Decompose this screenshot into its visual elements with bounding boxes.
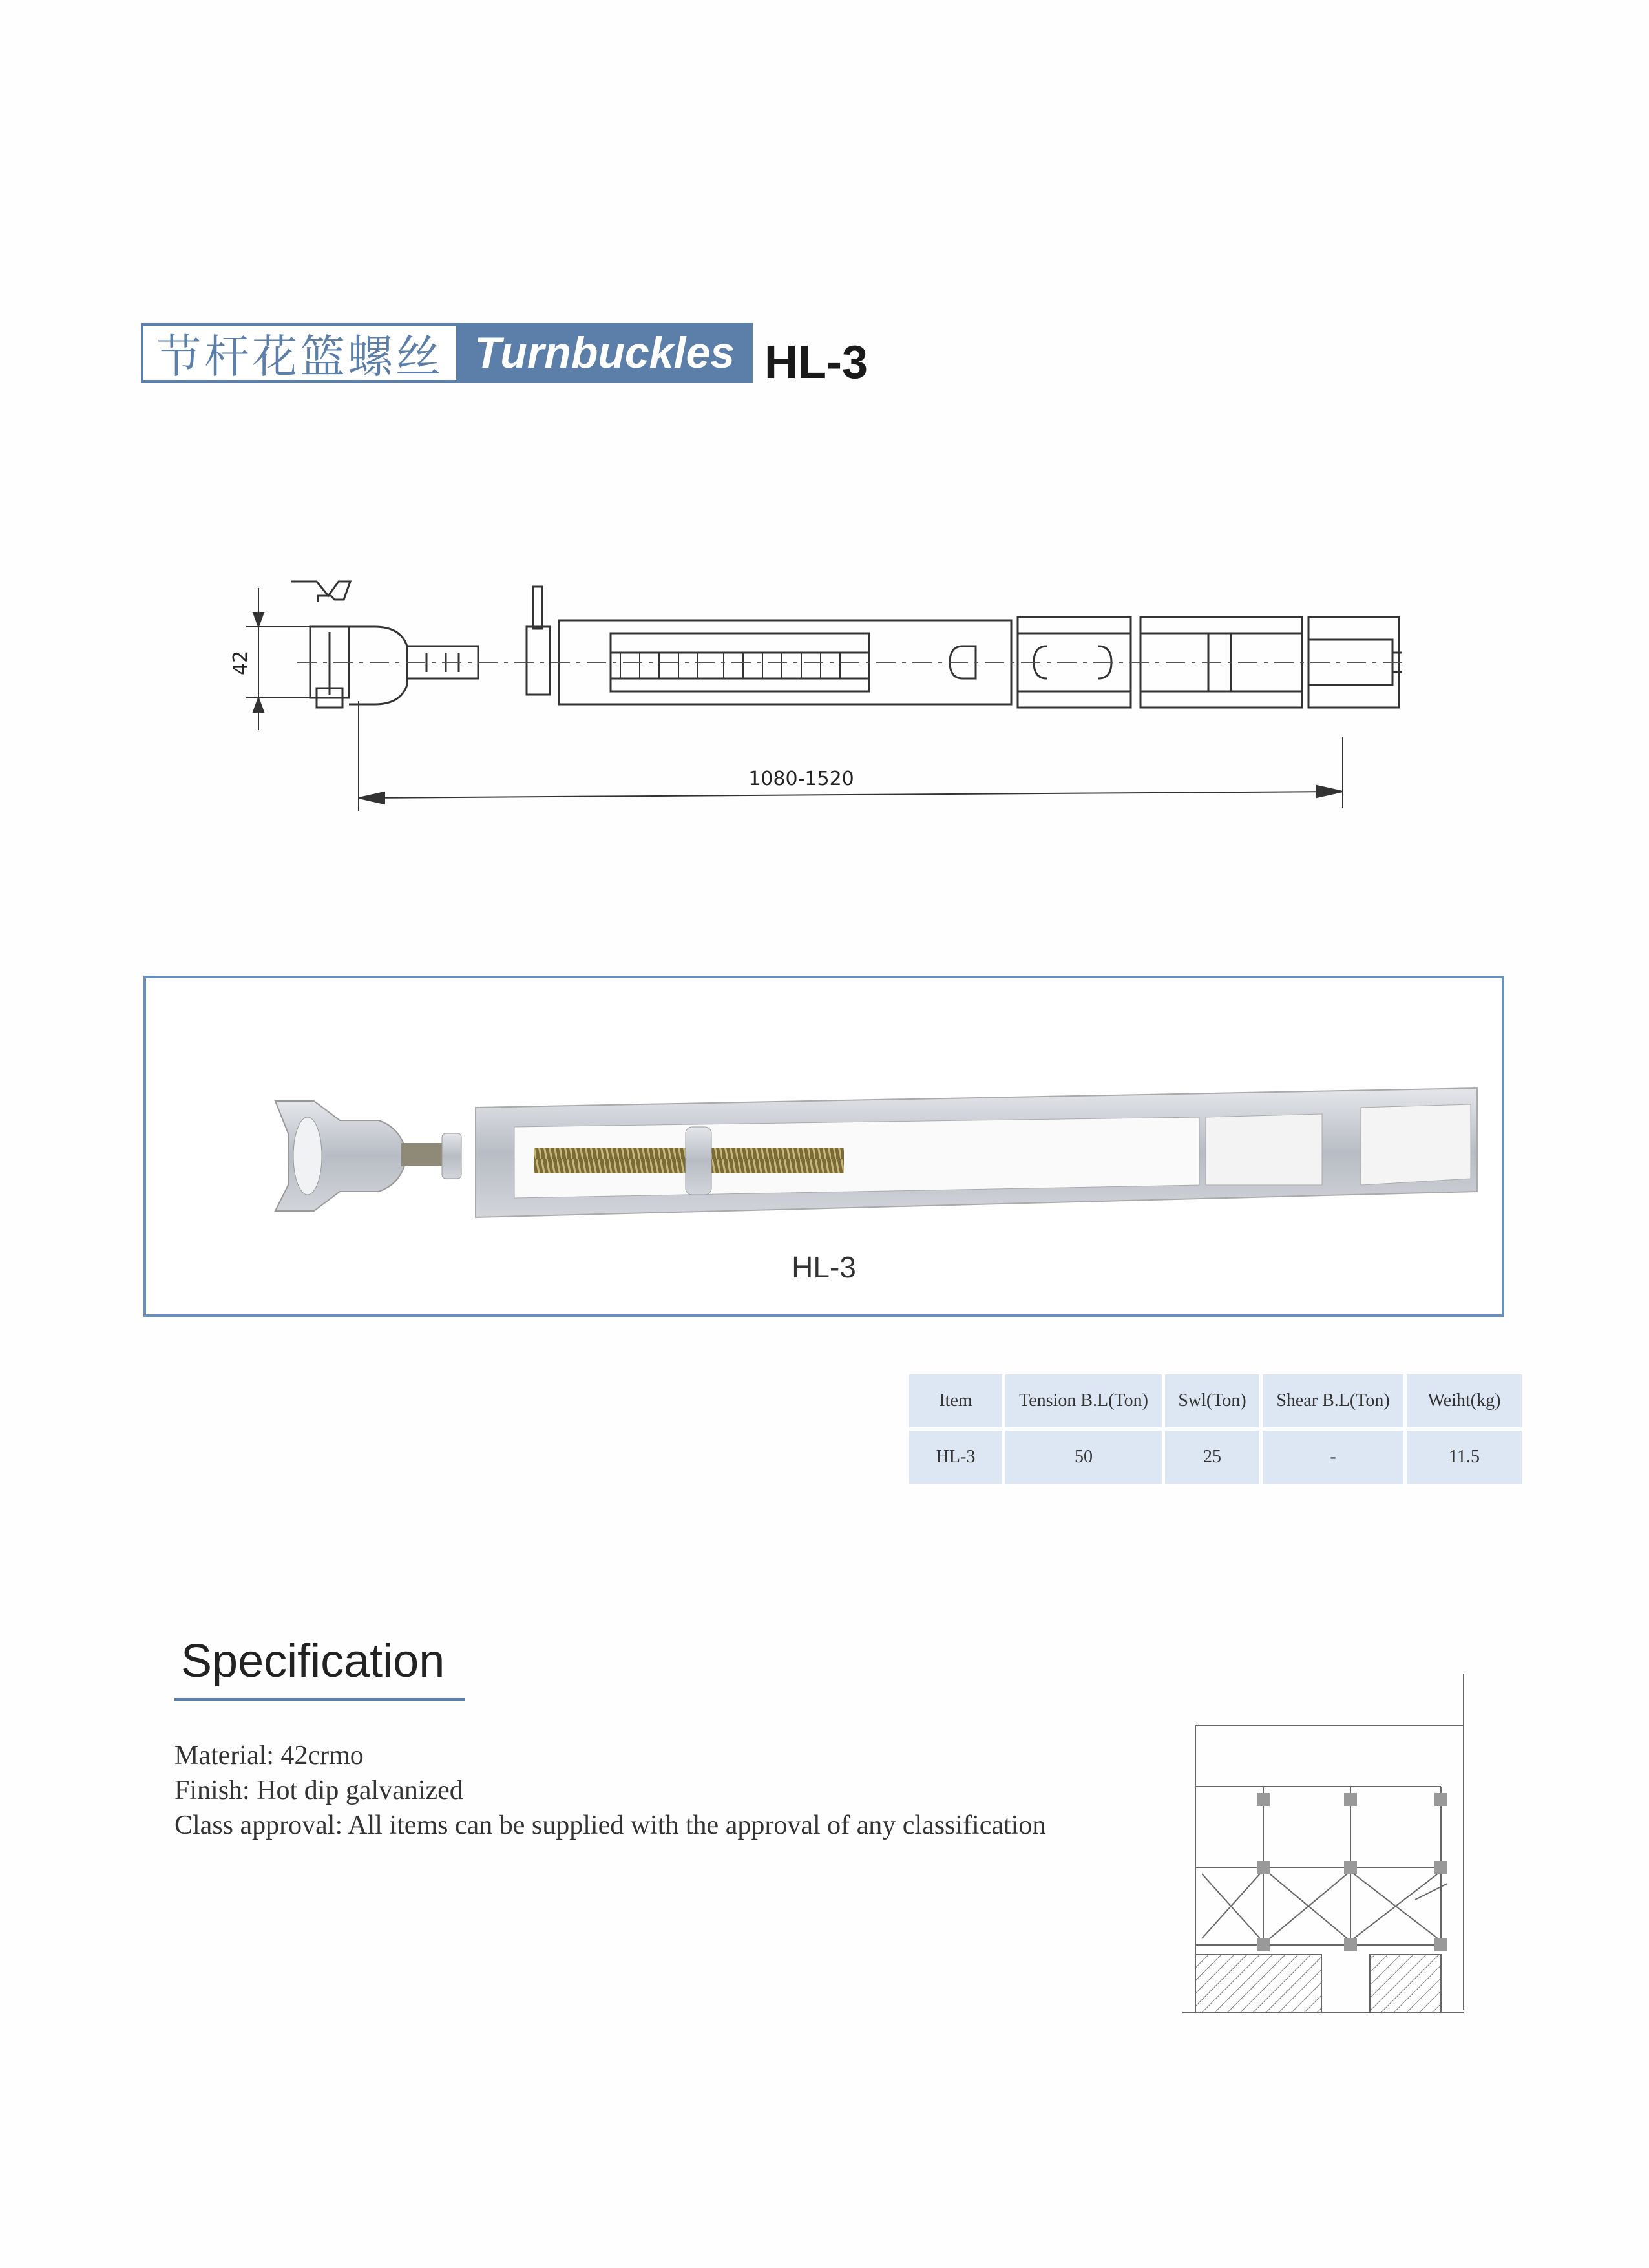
specification-title: Specification bbox=[181, 1635, 445, 1687]
title-chinese: 节杆花篮螺丝 bbox=[141, 323, 456, 383]
spec-table bbox=[906, 1371, 1525, 1487]
table-cell: 50 bbox=[1005, 1431, 1162, 1484]
table-cell: - bbox=[1263, 1431, 1403, 1484]
specification-list bbox=[174, 1738, 1045, 1843]
technical-drawing bbox=[229, 562, 1415, 821]
specification-underline bbox=[174, 1698, 465, 1701]
turnbuckle-photo-illustration bbox=[262, 1082, 1490, 1230]
table-cell: HL-3 bbox=[909, 1431, 1002, 1484]
table-cell: 11.5 bbox=[1407, 1431, 1522, 1484]
table-header-row bbox=[909, 1374, 1522, 1427]
height-dimension: 42 bbox=[229, 650, 252, 675]
model-number: HL-3 bbox=[764, 337, 868, 388]
spec-finish: Finish: Hot dip galvanized bbox=[174, 1776, 463, 1805]
section-header bbox=[141, 323, 753, 383]
table-header-cell: Tension B.L(Ton) bbox=[1005, 1374, 1162, 1427]
table-header-cell: Swl(Ton) bbox=[1165, 1374, 1259, 1427]
title-english: Turnbuckles bbox=[456, 323, 753, 383]
photo-caption: HL-3 bbox=[792, 1250, 856, 1284]
table-cell: 25 bbox=[1165, 1431, 1259, 1484]
spec-class-approval: Class approval: All items can be supplied with the approval of any classification bbox=[174, 1811, 1046, 1840]
table-row bbox=[909, 1431, 1522, 1484]
installation-sketch bbox=[1157, 1674, 1499, 2016]
spec-material: Material: 42crmo bbox=[174, 1741, 364, 1770]
table-header-cell: Shear B.L(Ton) bbox=[1263, 1374, 1403, 1427]
length-dimension: 1080-1520 bbox=[748, 768, 854, 790]
table-header-cell: Weiht(kg) bbox=[1407, 1374, 1522, 1427]
product-photo-frame bbox=[143, 976, 1504, 1317]
table-header-cell: Item bbox=[909, 1374, 1002, 1427]
